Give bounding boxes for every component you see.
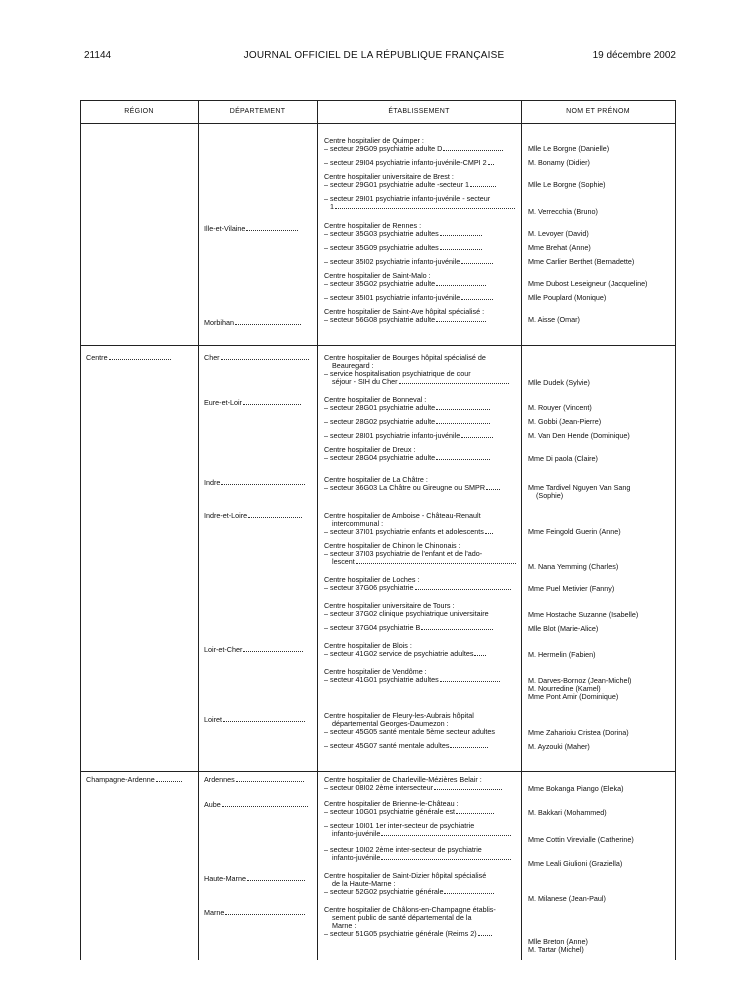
departement-marne: Marne bbox=[204, 909, 305, 917]
etablissement-line: – secteur 56G08 psychiatrie adulte bbox=[324, 316, 486, 324]
region-champagne-ardenne: Champagne-Ardenne bbox=[86, 776, 182, 784]
etablissement-line: – secteur 29G01 psychiatrie adulte -secteur 1 bbox=[324, 181, 496, 189]
etablissement-line: Centre hospitalier de Saint-Dizier hôpital spécialisé bbox=[324, 871, 487, 880]
etablissement-line: sement public de santé départemental de la bbox=[332, 913, 472, 922]
etablissement-line: – secteur 29I04 psychiatrie infanto-juvénile-CMPI 2 bbox=[324, 159, 494, 167]
nom-prenom: Mme Dubost Leseigneur (Jacqueline) bbox=[528, 279, 648, 288]
etablissement-line: séjour - SIH du Cher bbox=[332, 378, 509, 386]
column-header-region: RÉGION bbox=[124, 108, 154, 115]
etablissement-line: – secteur 35G03 psychiatrie adultes bbox=[324, 230, 482, 238]
etablissement-line: – secteur 35G02 psychiatrie adulte bbox=[324, 280, 486, 288]
departement-cher: Cher bbox=[204, 354, 309, 362]
table-border bbox=[80, 100, 675, 101]
nom-prenom: M. Verrecchia (Bruno) bbox=[528, 207, 598, 216]
nom-prenom: M. Aisse (Omar) bbox=[528, 315, 580, 324]
nom-prenom: Mme Pont Amir (Dominique) bbox=[528, 692, 619, 701]
table-border bbox=[675, 100, 676, 960]
header-divider bbox=[80, 123, 675, 124]
etablissement-line: intercommunal : bbox=[332, 519, 384, 528]
nom-prenom: Mme Zaharioiu Cristea (Dorina) bbox=[528, 728, 629, 737]
nom-prenom: Mlle Breton (Anne) bbox=[528, 937, 588, 946]
etablissement-line: – secteur 29G09 psychiatrie adulte D bbox=[324, 145, 503, 153]
etablissement-line: – secteur 10I02 2ème inter-secteur de psychiatrie bbox=[324, 845, 482, 854]
etablissement-line: – secteur 35G09 psychiatrie adultes bbox=[324, 244, 482, 252]
table-border bbox=[80, 100, 81, 960]
nom-prenom: M. Nourredine (Kamel) bbox=[528, 684, 601, 693]
etablissement-line: – service hospitalisation psychiatrique de cour bbox=[324, 369, 471, 378]
nom-prenom: Mlle Pouplard (Monique) bbox=[528, 293, 607, 302]
etablissement-line: – secteur 10G01 psychiatrie générale est bbox=[324, 808, 494, 816]
etablissement-line: Centre hospitalier de Saint-Ave hôpital spécialisé : bbox=[324, 307, 485, 316]
etablissement-line: – secteur 36G03 La Châtre ou Gireugne ou SMPR bbox=[324, 484, 500, 492]
etablissement-line: – secteur 37I03 psychiatrie de l'enfant et de l'ado- bbox=[324, 549, 483, 558]
etablissement-line: Centre hospitalier universitaire de Brest : bbox=[324, 172, 454, 181]
nom-prenom: M. Levoyer (David) bbox=[528, 229, 589, 238]
etablissement-line: – secteur 28G02 psychiatrie adulte bbox=[324, 418, 490, 426]
etablissement-line: – secteur 45G07 santé mentale adultes bbox=[324, 742, 488, 750]
nom-prenom: M. Ayzouki (Maher) bbox=[528, 742, 590, 751]
nom-prenom: M. Bonamy (Didier) bbox=[528, 158, 590, 167]
nom-prenom: M. Milanese (Jean-Paul) bbox=[528, 894, 606, 903]
region-divider bbox=[80, 345, 675, 346]
etablissement-line: – secteur 52G02 psychiatrie générale bbox=[324, 888, 494, 896]
etablissement-line: – secteur 35I02 psychiatrie infanto-juvénile bbox=[324, 258, 493, 266]
nom-prenom: M. Gobbi (Jean-Pierre) bbox=[528, 417, 602, 426]
etablissement-line: – secteur 37G02 clinique psychiatrique universitaire bbox=[324, 609, 489, 618]
nom-prenom: M. Darves-Bornoz (Jean-Michel) bbox=[528, 676, 632, 685]
etablissement-line: – secteur 37I01 psychiatrie enfants et adolescents bbox=[324, 528, 493, 536]
departement-loiret: Loiret bbox=[204, 716, 305, 724]
departement-morbihan: Morbihan bbox=[204, 319, 301, 327]
etablissement-line: infanto-juvénile bbox=[332, 854, 511, 862]
nom-prenom: Mme Tardivel Nguyen Van Sang bbox=[528, 483, 631, 492]
nom-prenom: M. Rouyer (Vincent) bbox=[528, 403, 592, 412]
etablissement-line: Centre hospitalier de Brienne-le-Château : bbox=[324, 799, 459, 808]
table bbox=[80, 100, 675, 960]
nom-prenom: Mme Brehat (Anne) bbox=[528, 243, 591, 252]
etablissement-line: Centre hospitalier de Blois : bbox=[324, 641, 412, 650]
nom-prenom: Mlle Le Borgne (Sophie) bbox=[528, 180, 606, 189]
region-divider bbox=[80, 771, 675, 772]
issue-date: 19 décembre 2002 bbox=[592, 50, 676, 61]
departement-ardennes: Ardennes bbox=[204, 776, 304, 784]
column-divider bbox=[198, 100, 199, 960]
departement-indre: Indre bbox=[204, 479, 305, 487]
nom-prenom: M. Hermelin (Fabien) bbox=[528, 650, 596, 659]
etablissement-line: Centre hospitalier de Amboise - Château-Renault bbox=[324, 511, 481, 520]
nom-prenom: Mme Di paola (Claire) bbox=[528, 454, 598, 463]
nom-prenom: M. Van Den Hende (Dominique) bbox=[528, 431, 630, 440]
region-centre: Centre bbox=[86, 354, 171, 362]
etablissement-line: – secteur 41G01 psychiatrie adultes bbox=[324, 676, 500, 684]
page-number: 21144 bbox=[84, 50, 112, 61]
departement-indre-et-loire: Indre-et-Loire bbox=[204, 512, 302, 520]
etablissement-line: Centre hospitalier universitaire de Tours : bbox=[324, 601, 455, 610]
nom-prenom: (Sophie) bbox=[536, 491, 564, 500]
nom-prenom: Mlle Le Borgne (Danielle) bbox=[528, 144, 610, 153]
nom-prenom: M. Tartar (Michel) bbox=[528, 945, 584, 954]
etablissement-line: Centre hospitalier de La Châtre : bbox=[324, 475, 428, 484]
departement-eure-et-loir: Eure-et-Loir bbox=[204, 399, 301, 407]
etablissement-line: – secteur 28I01 psychiatrie infanto-juvénile bbox=[324, 432, 493, 440]
etablissement-line: – secteur 45G05 santé mentale 5ème secteur adultes bbox=[324, 727, 496, 736]
nom-prenom: Mme Cottin Virevialle (Catherine) bbox=[528, 835, 634, 844]
etablissement-line: de la Haute-Marne : bbox=[332, 879, 396, 888]
journal-title: JOURNAL OFFICIEL DE LA RÉPUBLIQUE FRANÇAISE bbox=[243, 50, 505, 61]
departement-ille-et-vilaine: Ille-et-Vilaine bbox=[204, 225, 298, 233]
etablissement-line: départemental Georges-Daumezon : bbox=[332, 719, 449, 728]
etablissement-line: Centre hospitalier de Bonneval : bbox=[324, 395, 427, 404]
etablissement-line: Centre hospitalier de Chinon le Chinonais : bbox=[324, 541, 461, 550]
etablissement-line: Centre hospitalier de Bourges hôpital spécialisé de bbox=[324, 353, 486, 362]
etablissement-line: Marne : bbox=[332, 921, 357, 930]
column-header-etablissement: ÉTABLISSEMENT bbox=[388, 108, 450, 115]
etablissement-line: Centre hospitalier de Fleury-les-Aubrais hôpital bbox=[324, 711, 474, 720]
etablissement-line: lescent bbox=[332, 558, 516, 566]
nom-prenom: Mme Bokanga Piango (Eleka) bbox=[528, 784, 624, 793]
nom-prenom: Mme Puel Metivier (Fanny) bbox=[528, 584, 615, 593]
etablissement-line: Centre hospitalier de Saint-Malo : bbox=[324, 271, 431, 280]
etablissement-line: Centre hospitalier de Quimper : bbox=[324, 136, 424, 145]
etablissement-line: – secteur 28G04 psychiatrie adulte bbox=[324, 454, 490, 462]
nom-prenom: Mme Feingold Guerin (Anne) bbox=[528, 527, 621, 536]
etablissement-line: Centre hospitalier de Vendôme : bbox=[324, 667, 427, 676]
column-header-nom: NOM ET PRÉNOM bbox=[566, 108, 630, 115]
nom-prenom: M. Nana Yemming (Charles) bbox=[528, 562, 619, 571]
etablissement-line: – secteur 37G04 psychiatrie B bbox=[324, 624, 493, 632]
etablissement-line: – secteur 41G02 service de psychiatrie adultes bbox=[324, 650, 486, 658]
column-divider bbox=[521, 100, 522, 960]
etablissement-line: Centre hospitalier de Charleville-Mézières Belair : bbox=[324, 775, 482, 784]
etablissement-line: – secteur 29I01 psychiatrie infanto-juvénile - secteur bbox=[324, 194, 491, 203]
column-divider bbox=[317, 100, 318, 960]
departement-haute-marne: Haute-Marne bbox=[204, 875, 305, 883]
etablissement-line: Centre hospitalier de Rennes : bbox=[324, 221, 422, 230]
nom-prenom: Mlle Blot (Marie-Alice) bbox=[528, 624, 599, 633]
etablissement-line: infanto-juvénile bbox=[332, 830, 511, 838]
etablissement-line: Beauregard : bbox=[332, 361, 374, 370]
etablissement-line: – secteur 37G06 psychiatrie bbox=[324, 584, 511, 592]
nom-prenom: Mme Leali Giulioni (Graziella) bbox=[528, 859, 623, 868]
etablissement-line: Centre hospitalier de Dreux : bbox=[324, 445, 416, 454]
column-header-departement: DÉPARTEMENT bbox=[229, 108, 286, 115]
etablissement-line: – secteur 35I01 psychiatrie infanto-juvénile bbox=[324, 294, 493, 302]
etablissement-line: – secteur 08I02 2ème intersecteur bbox=[324, 784, 502, 792]
nom-prenom: Mlle Dudek (Sylvie) bbox=[528, 378, 590, 387]
etablissement-line: Centre hospitalier de Châlons-en-Champagne établis- bbox=[324, 905, 496, 914]
etablissement-line: – secteur 28G01 psychiatrie adulte bbox=[324, 404, 490, 412]
departement-loir-et-cher: Loir-et-Cher bbox=[204, 646, 303, 654]
etablissement-line: 1 bbox=[330, 203, 515, 211]
departement-aube: Aube bbox=[204, 801, 308, 809]
etablissement-line: – secteur 51G05 psychiatrie générale (Reims 2) bbox=[324, 930, 492, 938]
nom-prenom: M. Bakkari (Mohammed) bbox=[528, 808, 607, 817]
nom-prenom: Mme Carlier Berthet (Bernadette) bbox=[528, 257, 635, 266]
nom-prenom: Mme Hostache Suzanne (Isabelle) bbox=[528, 610, 639, 619]
etablissement-line: Centre hospitalier de Loches : bbox=[324, 575, 420, 584]
etablissement-line: – secteur 10I01 1er inter-secteur de psychiatrie bbox=[324, 821, 475, 830]
